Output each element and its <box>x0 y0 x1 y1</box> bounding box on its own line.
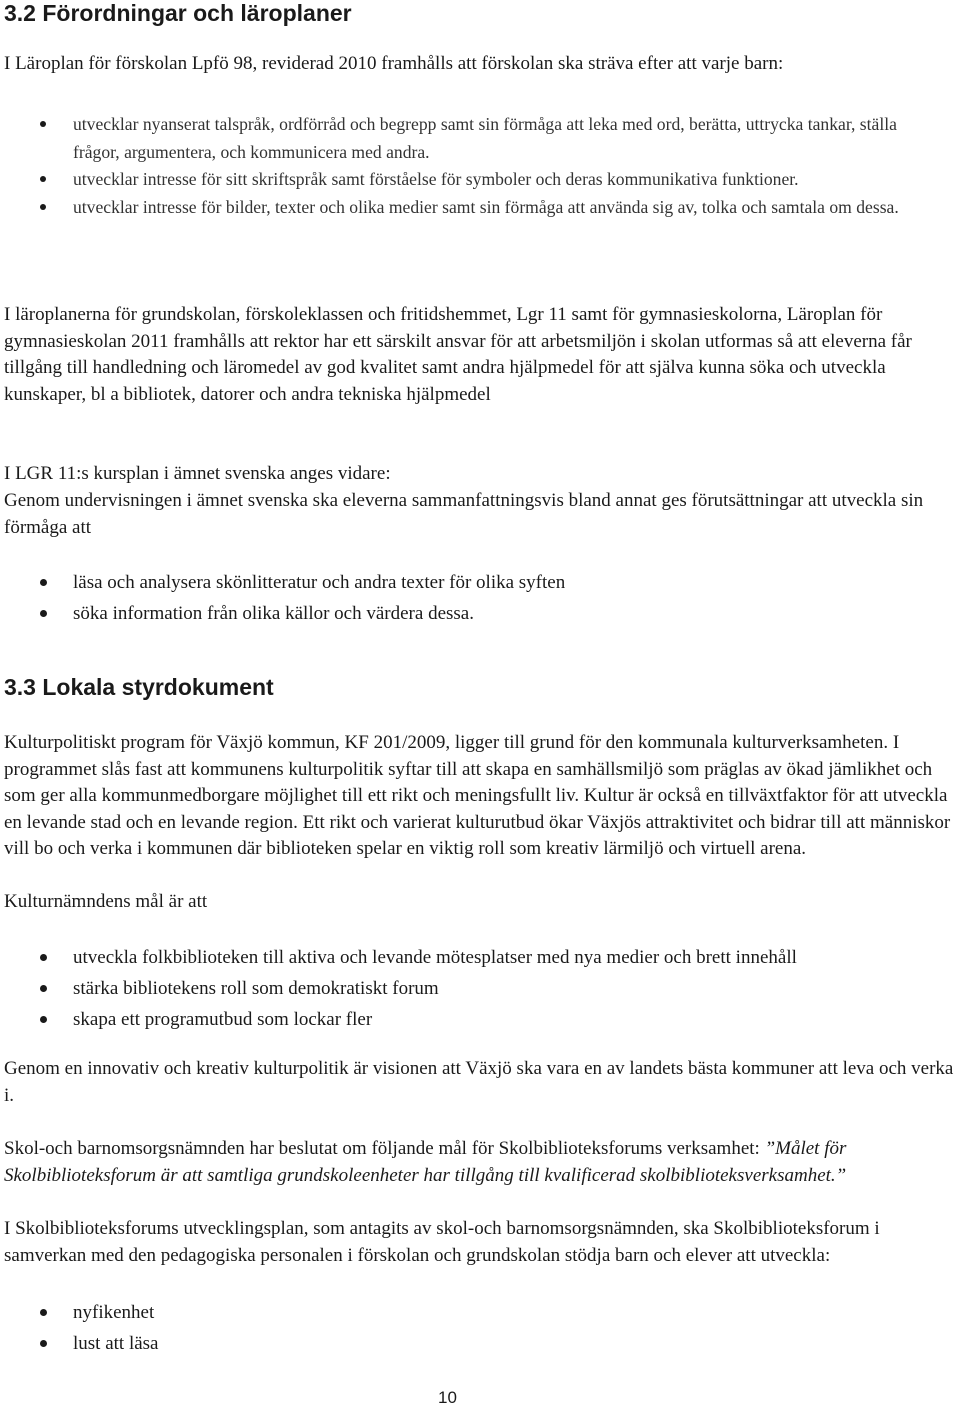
kursplan-paragraph: Genom undervisningen i ämnet svenska ska eleverna sammanfattningsvis bland annat ges förutsättningar att utveckla sin förmåga att <box>4 490 924 538</box>
bullet-icon <box>40 176 46 182</box>
page-number: 10 <box>438 1388 457 1407</box>
list-item: läsa och analysera skönlitteratur och andra texter för olika syften <box>0 567 950 598</box>
list-item: utvecklar intresse för bilder, texter och olika medier samt sin förmåga att använda sig av, tolka och samtala om dessa. <box>0 194 950 222</box>
bullet-icon <box>40 1340 47 1347</box>
skolbiblioteksforum-goal-paragraph: Skol-och barnomsorgsnämnden har beslutat om följande mål för Skolbiblioteksforums verksamhet: ”Målet för Skolbiblioteksforum är att samtliga grundskoleenheter har tillgång till kvalificerad skolbiblioteksverksamhet.” <box>4 1138 847 1186</box>
list-item: nyfikenhet <box>0 1297 950 1328</box>
bullet-icon <box>40 579 47 586</box>
vision-paragraph: Genom en innovativ och kreativ kulturpolitik är visionen att Växjö ska vara en av landets bästa kommuner att leva och verka i. <box>4 1058 954 1106</box>
bullet-icon <box>40 204 46 210</box>
bullet-list-forskolan <box>0 111 950 221</box>
laroplaner-paragraph: I läroplanerna för grundskolan, förskoleklassen och fritidshemmet, Lgr 11 samt för gymnasieskolorna, Läroplan för gymnasieskolan 2011 framhålls att rektor har ett särskilt ansvar för att arbetsmiljön i skolan utformas så att eleverna får tillgång till handledning och läromedel av god kvalitet samt andra hjälpmedel för att själva kunna söka och utveckla kunskaper, bl a bibliotek, datorer och andra tekniska hjälpmedel <box>4 304 912 405</box>
bullet-list-svenska <box>0 567 950 629</box>
kulturpolitiskt-paragraph: Kulturpolitiskt program för Växjö kommun, KF 201/2009, ligger till grund för den kommunala kulturverksamheten. I programmet slås fast att kommunens kulturpolitik syftar till att skapa en samhällsmiljö som präglas av ökad jämlikhet och som ger alla kommunmedborgare möjlighet till ett rikt och meningsfullt liv. Kultur är också en tillväxtfaktor för att utveckla en levande stad och en levande region. Ett rikt och varierat kulturutbud ökar Växjös attraktivitet och bidrar till att människor vill bo och verka i kommunen där biblioteken spelar en viktig roll som kreativ lärmiljö och virtuell arena. <box>4 732 951 859</box>
bullet-list-utvecklingsplan <box>0 1297 950 1359</box>
list-item: stärka bibliotekens roll som demokratiskt forum <box>0 973 950 1004</box>
bullet-list-kulturnamnden <box>0 942 950 1035</box>
section-heading-3-2: 3.2 Förordningar och läroplaner <box>4 0 352 26</box>
list-item: utvecklar nyanserat talspråk, ordförråd och begrepp samt sin förmåga att leka med ord, berätta, uttrycka tankar, ställa frågor, argumentera, och kommunicera med andra. <box>0 111 950 166</box>
section-heading-3-3: 3.3 Lokala styrdokument <box>4 674 274 700</box>
bullet-icon <box>40 1309 47 1316</box>
bullet-icon <box>40 954 47 961</box>
list-item: utvecklar intresse för sitt skriftspråk samt förståelse för symboler och deras kommunikativa funktioner. <box>0 166 950 194</box>
bullet-icon <box>40 1016 47 1023</box>
list-item: söka information från olika källor och värdera dessa. <box>0 598 950 629</box>
list-item: lust att läsa <box>0 1328 950 1359</box>
list-item: utveckla folkbiblioteken till aktiva och levande mötesplatser med nya medier och brett innehåll <box>0 942 950 973</box>
bullet-icon <box>40 121 46 127</box>
utvecklingsplan-paragraph: I Skolbiblioteksforums utvecklingsplan, som antagits av skol-och barnomsorgsnämnden, ska Skolbiblioteksforum i samverkan med den pedagogiska personalen i förskolan och grundskolan stödja barn och elever att utveckla: <box>4 1218 880 1266</box>
bullet-icon <box>40 985 47 992</box>
goal-quote: ”Målet för Skolbiblioteksforum är att samtliga grundskoleenheter har tillgång till kvalificerad skolbiblioteksverksamhet.” <box>4 1138 847 1186</box>
kulturnamnden-line: Kulturnämndens mål är att <box>4 891 208 912</box>
bullet-icon <box>40 610 47 617</box>
kursplan-line: I LGR 11:s kursplan i ämnet svenska anges vidare: <box>4 463 391 484</box>
list-item: skapa ett programutbud som lockar fler <box>0 1004 950 1035</box>
intro-paragraph: I Läroplan för förskolan Lpfö 98, reviderad 2010 framhålls att förskolan ska sträva efter att varje barn: <box>4 53 784 74</box>
